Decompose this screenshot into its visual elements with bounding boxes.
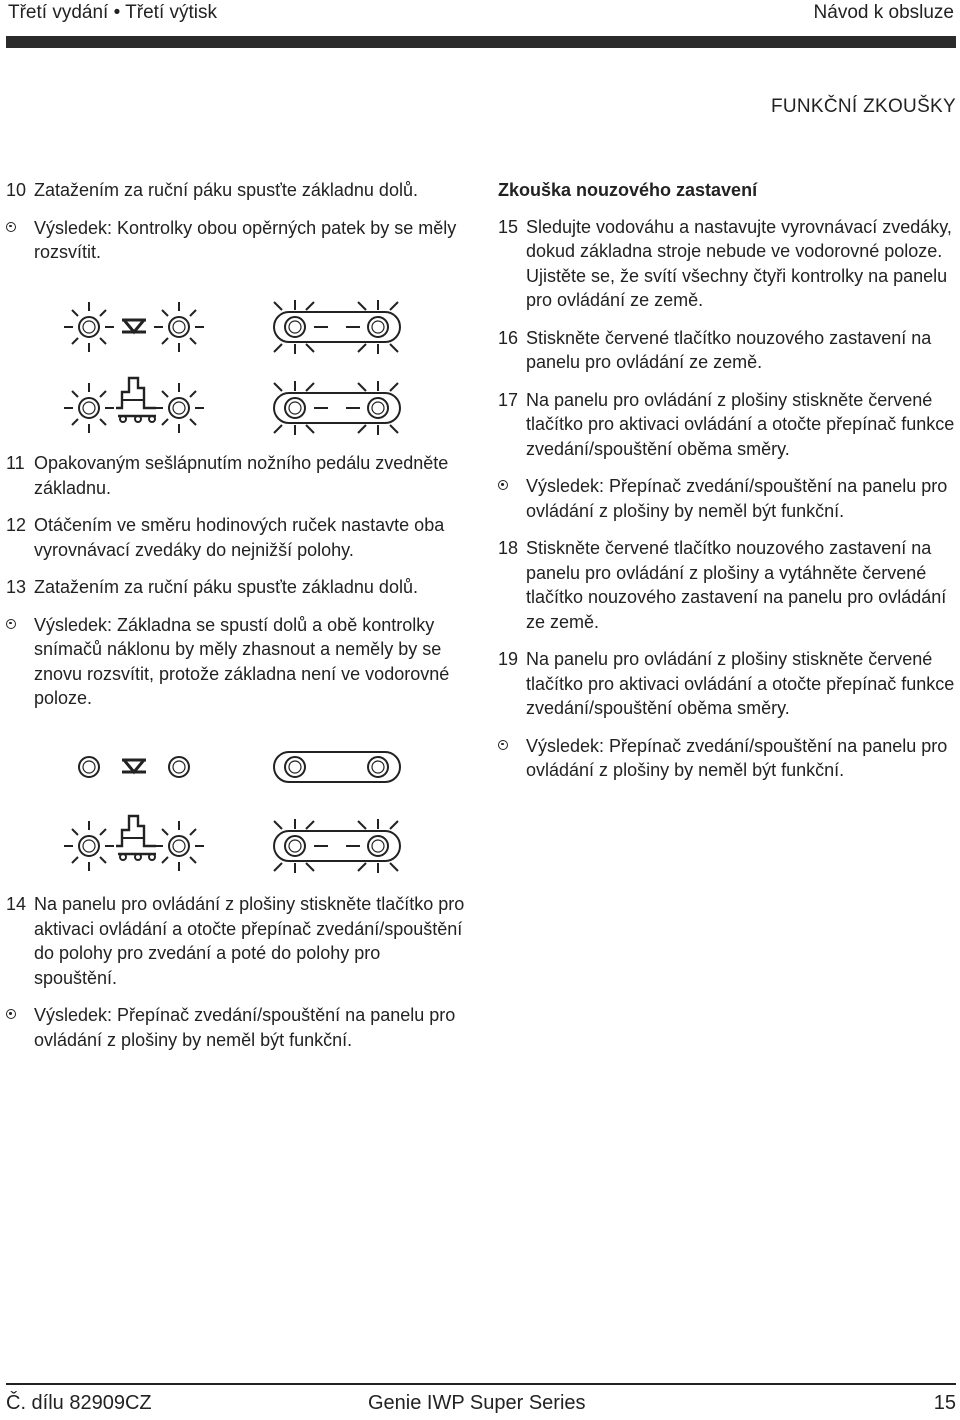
result-13 bbox=[6, 613, 468, 711]
step-10 bbox=[6, 178, 468, 203]
result-text: Výsledek: Přepínač zvedání/spouštění na panelu pro ovládání z plošiny by neměl být funkční. bbox=[34, 1005, 456, 1050]
result-bullet-icon bbox=[6, 1009, 16, 1019]
step-text: Zatažením za ruční páku spusťte základnu dolů. bbox=[34, 180, 418, 200]
step-text: Sledujte vodováhu a nastavujte vyrovnávací zvedáky, dokud základna stroje nebude ve vodorovné poloze. Ujistěte se, že svítí všechny čtyři kontrolky na panelu pro ovládání ze země. bbox=[526, 216, 952, 310]
lit-lamp-icon bbox=[154, 302, 204, 352]
figure-indicators-off bbox=[52, 740, 412, 880]
lit-lamp-icon bbox=[154, 821, 204, 871]
emergency-stop-test-heading: Zkouška nouzového zastavení bbox=[498, 180, 758, 200]
result-text: Výsledek: Přepínač zvedání/spouštění na panelu pro ovládání z plošiny by neměl být funkční. bbox=[526, 735, 948, 780]
step-number: 12 bbox=[6, 515, 27, 535]
result-bullet-icon bbox=[498, 740, 508, 750]
footer-page-number: 15 bbox=[933, 1392, 956, 1414]
result-10 bbox=[6, 216, 468, 265]
step-number: 13 bbox=[6, 577, 27, 597]
step-text: Zatažením za ruční páku spusťte základnu dolů. bbox=[34, 577, 418, 597]
header-manual-title: Návod k obsluze bbox=[813, 2, 954, 23]
result-text: Výsledek: Kontrolky obou opěrných patek by se měly rozsvítit. bbox=[34, 217, 457, 262]
step-14 bbox=[6, 892, 468, 990]
left-column-continued bbox=[6, 451, 468, 711]
step-number: 19 bbox=[498, 649, 519, 669]
outrigger-icon bbox=[116, 378, 156, 422]
result-14 bbox=[6, 1003, 468, 1052]
lit-lamp-icon bbox=[154, 383, 204, 433]
step-number: 18 bbox=[498, 538, 519, 558]
step-19 bbox=[498, 647, 960, 721]
right-column bbox=[498, 178, 960, 783]
control-panel-lit-icon bbox=[274, 300, 400, 354]
lit-lamp-icon bbox=[64, 821, 114, 871]
result-text: Výsledek: Přepínač zvedání/spouštění na panelu pro ovládání z plošiny by neměl být funkční. bbox=[526, 476, 948, 521]
step-number: 10 bbox=[6, 180, 27, 200]
step-17 bbox=[498, 388, 960, 462]
step-number: 11 bbox=[6, 453, 25, 473]
step-12 bbox=[6, 513, 468, 562]
step-text: Otáčením ve směru hodinových ruček nastavte oba vyrovnávací zvedáky do nejnižší polohy. bbox=[34, 515, 445, 560]
step-number: 15 bbox=[498, 216, 519, 237]
figure-indicators-lit bbox=[52, 298, 412, 443]
left-column-bottom bbox=[6, 892, 468, 1052]
control-panel-lit-icon bbox=[274, 819, 400, 873]
result-bullet-icon bbox=[6, 222, 16, 232]
result-bullet-icon bbox=[6, 619, 16, 629]
step-text: Na panelu pro ovládání z plošiny stiskněte červené tlačítko pro aktivaci ovládání a otočte přepínač funkce zvedání/spouštění oběma směry. bbox=[526, 649, 955, 718]
step-11 bbox=[6, 451, 468, 500]
step-16 bbox=[498, 326, 960, 375]
control-panel-lit-icon bbox=[274, 381, 400, 435]
step-text: Opakovaným sešlápnutím nožního pedálu zvedněte základnu. bbox=[34, 453, 449, 498]
footer-part-number: Č. dílu 82909CZ bbox=[6, 1392, 152, 1414]
step-number: 14 bbox=[6, 894, 27, 914]
left-column bbox=[6, 178, 468, 265]
lit-lamp-icon bbox=[64, 302, 114, 352]
step-18 bbox=[498, 536, 960, 634]
step-13 bbox=[6, 575, 468, 600]
step-text: Na panelu pro ovládání z plošiny stiskněte červené tlačítko pro aktivaci ovládání a otočte přepínač funkce zvedání/spouštění oběma směry. bbox=[526, 389, 955, 459]
result-17 bbox=[498, 474, 960, 523]
header-bar bbox=[6, 36, 956, 48]
tilt-level-icon bbox=[122, 760, 146, 772]
step-text: Stiskněte červené tlačítko nouzového zastavení na panelu pro ovládání ze země. bbox=[526, 327, 932, 372]
footer-rule bbox=[6, 1383, 956, 1385]
step-text: Stiskněte červené tlačítko nouzového zastavení na panelu pro ovládání z plošiny a vytáhněte červené tlačítko nouzového zastavení na panelu pro ovládání ze země. bbox=[526, 538, 947, 632]
result-19 bbox=[498, 734, 960, 783]
header-edition: Třetí vydání • Třetí výtisk bbox=[8, 2, 218, 23]
step-number: 16 bbox=[498, 327, 519, 348]
control-panel-off-icon bbox=[274, 752, 400, 782]
step-15 bbox=[498, 215, 960, 313]
lit-lamp-icon bbox=[64, 383, 114, 433]
step-text: Na panelu pro ovládání z plošiny stiskněte tlačítko pro aktivaci ovládání a otočte přepínač zvedání/spouštění do polohy pro zvedání a poté do polohy pro spouštění. bbox=[34, 894, 465, 988]
result-bullet-icon bbox=[498, 480, 508, 490]
unlit-lamp-icon bbox=[169, 757, 189, 777]
outrigger-icon bbox=[116, 816, 156, 860]
footer-product-name: Genie IWP Super Series bbox=[368, 1392, 586, 1414]
unlit-lamp-icon bbox=[79, 757, 99, 777]
tilt-level-icon bbox=[122, 320, 146, 332]
result-text: Výsledek: Základna se spustí dolů a obě kontrolky snímačů náklonu by měly zhasnout a neměly by se znovu rozsvítit, protože základna není ve vodorovné poloze. bbox=[34, 614, 450, 708]
step-number: 17 bbox=[498, 389, 519, 410]
section-title: FUNKČNÍ ZKOUŠKY bbox=[770, 96, 956, 117]
